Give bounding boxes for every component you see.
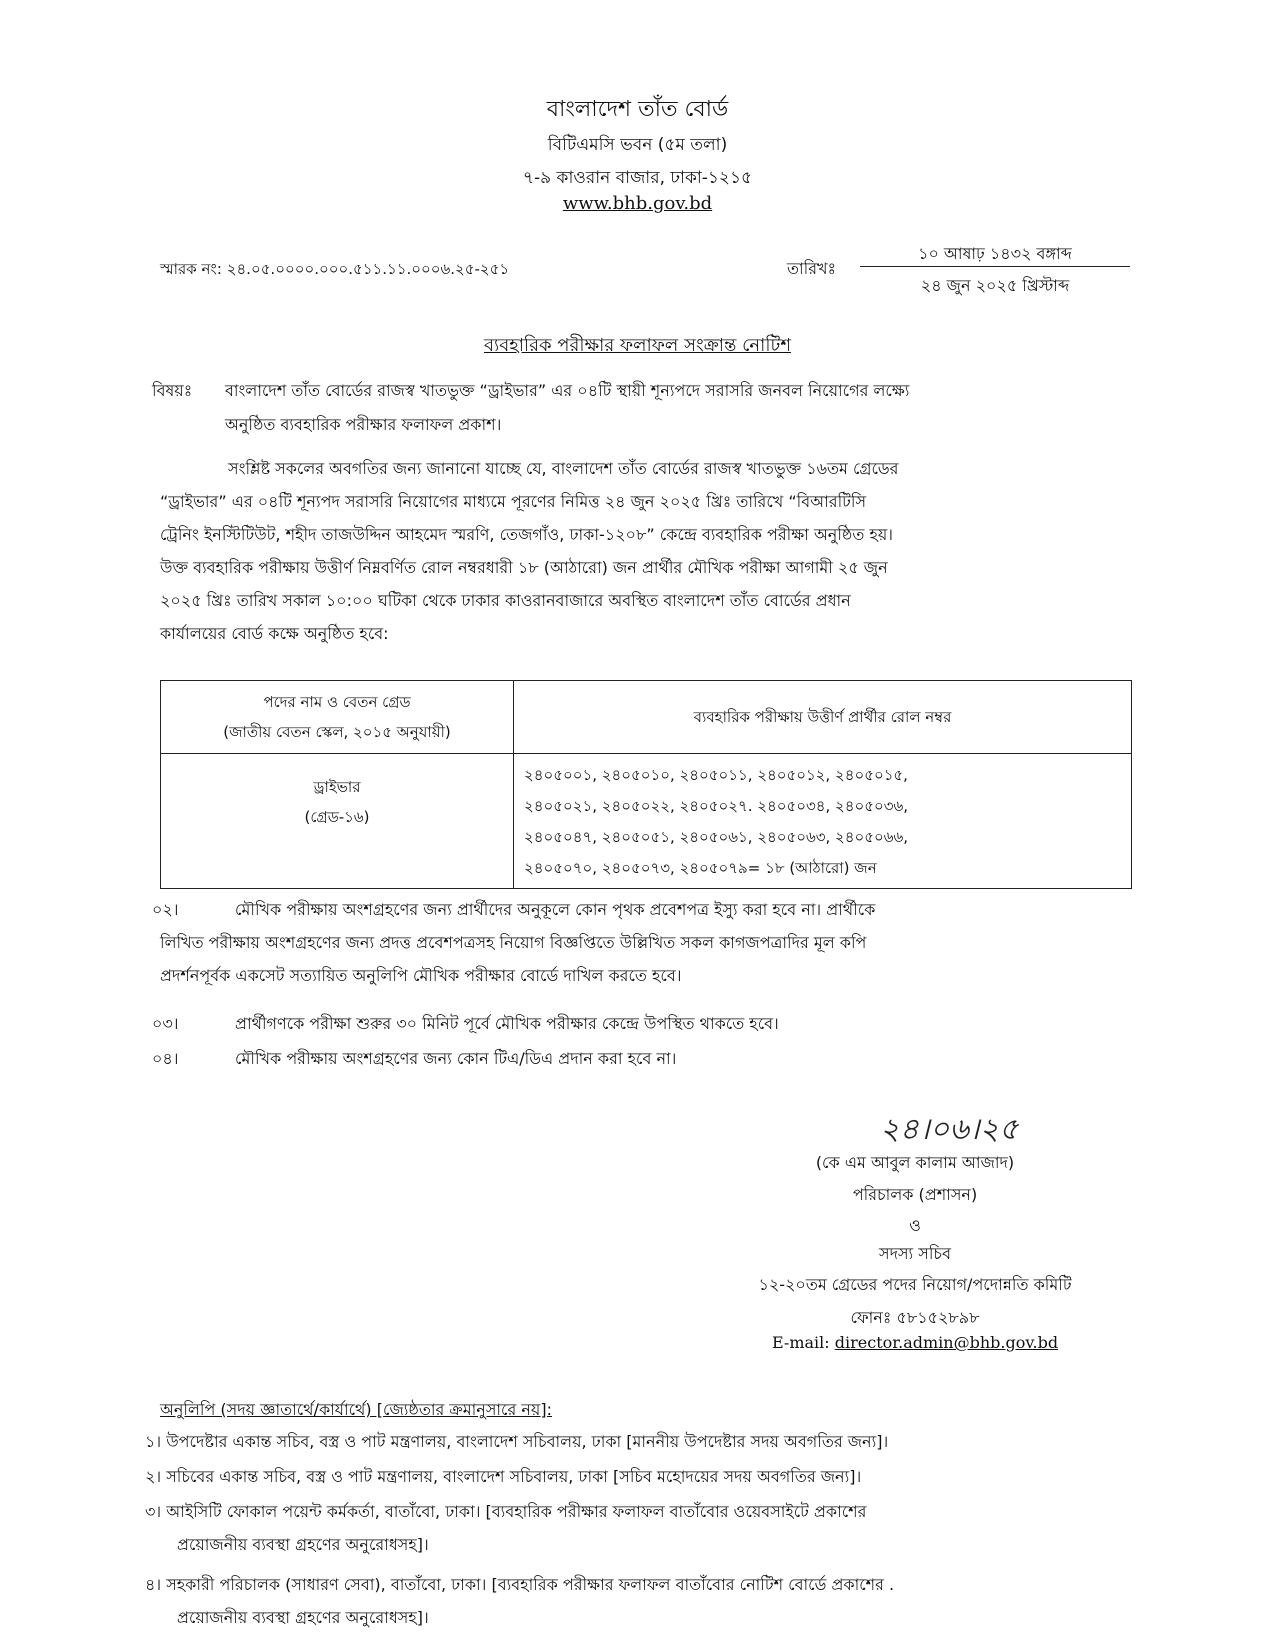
post-header-line-1: পদের নাম ও বেতন গ্রেড (263, 693, 411, 711)
point-line: প্রদর্শনপূর্বক একসেট সত্যায়িত অনুলিপি মৌখিক পরীক্ষার বোর্ডে দাখিল করতে হবে। (160, 966, 682, 985)
subject-label: বিষয়ঃ (152, 381, 193, 400)
body-line: ট্রেনিং ইনস্টিটিউট, শহীদ তাজউদ্দিন আহমেদ স্মরণি, তেজগাঁও, ঢাকা-১২০৮” কেন্দ্রে ব্যবহারিক পরীক্ষা অনুষ্ঠিত হয়। (160, 525, 893, 544)
point-line: লিখিত পরীক্ষায় অংশগ্রহণের জন্য প্রদত্ত প্রবেশপত্রসহ নিয়োগ বিজ্ঞপ্তিতে উল্লিখিত সকল কাগজপত্রাদির মূল কপি (160, 933, 867, 952)
org-address: ৭-৯ কাওরান বাজার, ঢাকা-১২১৫ (522, 168, 753, 188)
point-line: মৌখিক পরীক্ষায় অংশগ্রহণের জন্য কোন টিএ/ডিএ প্রদান করা হবে না। (235, 1049, 677, 1068)
signatory-email (690, 1333, 1140, 1352)
roll-line: ২৪০৫০৭০, ২৪০৫০৭৩, ২৪০৫০৭৯= ১৮ (আঠারো) জন (524, 859, 877, 877)
copy-to-line: প্রয়োজনীয় ব্যবস্থা গ্রহণের অনুরোধসহ]। (177, 1535, 429, 1554)
body-paragraph (160, 452, 1150, 650)
copy-to-line: ৩। আইসিটি ফোকাল পয়েন্ট কর্মকর্তা, বাতাঁবো, ঢাকা। [ব্যবহারিক পরীক্ষার ফলাফল বাতাঁবোর ওয়েবসাইটে প্রকাশের (145, 1502, 867, 1521)
body-line: সংশ্লিষ্ট সকলের অবগতির জন্য জানানো যাচ্ছে যে, বাংলাদেশ তাঁত বোর্ডের রাজস্ব খাতভুক্ত ১৬তম গ্রেডের (228, 459, 899, 478)
point-number: ০৩। (152, 1014, 179, 1033)
signatory-phone: ফোনঃ ৫৮১৫২৮৯৮ (850, 1308, 980, 1327)
email-label: E-mail: (771, 1333, 830, 1352)
body-line: কার্যালয়ের বোর্ড কক্ষে অনুষ্ঠিত হবে: (160, 624, 389, 643)
rolls-header: ব্যবহারিক পরীক্ষায় উত্তীর্ণ প্রার্থীর রোল নম্বর (514, 681, 1132, 754)
copy-to-heading: অনুলিপি (সদয় জ্ঞাতার্থে/কার্যার্থে) [জ্যেষ্ঠতার ক্রমানুসারে নয়]: (160, 1400, 552, 1419)
post-name: ড্রাইভার (313, 778, 361, 796)
signatory-designation: পরিচালক (প্রশাসন) (852, 1185, 978, 1204)
copy-to-item (145, 1495, 1145, 1561)
copy-to-item (145, 1568, 1145, 1634)
point-line: মৌখিক পরীক্ষায় অংশগ্রহণের জন্য প্রার্থীদের অনুকূলে কোন পৃথক প্রবেশপত্র ইস্যু করা হবে না। প্রার্থীকে (235, 900, 876, 919)
subject-line-2: অনুষ্ঠিত ব্যবহারিক পরীক্ষার ফলাফল প্রকাশ। (225, 415, 502, 434)
copy-to-item (145, 1460, 1145, 1493)
email-link[interactable]: director.admin@bhb.gov.bd (834, 1333, 1059, 1352)
date-label: তারিখঃ (787, 259, 837, 278)
date-divider (860, 266, 1130, 267)
org-building: বিটিএমসি ভবন (৫ম তলা) (547, 135, 728, 155)
point-03 (152, 1007, 1150, 1040)
post-header-line-2: (জাতীয় বেতন স্কেল, ২০১৫ অনুযায়ী) (223, 723, 451, 741)
point-04 (152, 1042, 1150, 1075)
date-bangla: ১০ আষাঢ় ১৪৩২ বঙ্গাব্দ (918, 244, 1072, 263)
roll-line: ২৪০৫০৪৭, ২৪০৫০৫১, ২৪০৫০৬১, ২৪০৫০৬৩, ২৪০৫০৬৬, (524, 828, 908, 846)
point-number: ০৪। (152, 1049, 179, 1068)
body-line: “ড্রাইভার” এর ০৪টি শূন্যপদ সরাসরি নিয়োগের মাধ্যমে পূরণের নিমিত্ত ২৪ জুন ২০২৫ খ্রিঃ তারিখে “বিআরটিসি (160, 492, 867, 511)
copy-to-item (145, 1425, 1145, 1458)
post-grade: (গ্রেড-১৬) (304, 808, 370, 826)
table-row (161, 754, 1132, 889)
notice-title: ব্যবহারিক পরীক্ষার ফলাফল সংক্রান্ত নোটিশ (484, 335, 791, 356)
copy-to-line: প্রয়োজনীয় ব্যবস্থা গ্রহণের অনুরোধসহ]। (177, 1608, 429, 1627)
date-english: ২৪ জুন ২০২৫ খ্রিস্টাব্দ (920, 276, 1070, 295)
handwritten-signature: ২৪।০৬।২৫ (880, 1112, 1019, 1147)
body-line: উক্ত ব্যবহারিক পরীক্ষায় উত্তীর্ণ নিম্নবর্ণিত রোল নম্বরধারী ১৮ (আঠারো) জন প্রার্থীর মৌখিক পরীক্ষা আগামী ২৫ জুন (160, 558, 888, 577)
org-website-link[interactable]: www.bhb.gov.bd (562, 193, 713, 214)
signatory-committee: ১২-২০তম গ্রেডের পদের নিয়োগ/পদোন্নতি কমিটি (758, 1275, 1072, 1294)
signatory-and: ও (909, 1216, 921, 1235)
post-header (161, 681, 514, 754)
roll-line: ২৪০৫০২১, ২৪০৫০২২, ২৪০৫০২৭. ২৪০৫০৩৪, ২৪০৫০৩৬, (524, 797, 909, 815)
result-table (160, 680, 1132, 889)
body-line: ২০২৫ খ্রিঃ তারিখ সকাল ১০:০০ ঘটিকা থেকে ঢাকার কাওরানবাজারে অবস্থিত বাংলাদেশ তাঁত বোর্ডের প্রধান (160, 591, 851, 610)
signatory-role: সদস্য সচিব (879, 1244, 951, 1263)
signatory-name: (কে এম আবুল কালাম আজাদ) (815, 1153, 1015, 1172)
table-header-row (161, 681, 1132, 754)
copy-to-line: ১। উপদেষ্টার একান্ত সচিব, বস্ত্র ও পাট মন্ত্রণালয়, বাংলাদেশ সচিবালয়, ঢাকা [মাননীয় উপদেষ্টার সদয় অবগতির জন্য]। (145, 1432, 889, 1451)
memo-number: স্মারক নং: ২৪.০৫.০০০০.০০০.৫১১.১১.০০০৬.২৫-২৫১ (160, 260, 510, 278)
point-number: ০২। (152, 900, 179, 919)
rolls-cell (514, 754, 1132, 889)
roll-line: ২৪০৫০০১, ২৪০৫০১০, ২৪০৫০১১, ২৪০৫০১২, ২৪০৫০১৫, (524, 766, 908, 784)
subject-line-1: বাংলাদেশ তাঁত বোর্ডের রাজস্ব খাতভুক্ত “ড্রাইভার” এর ০৪টি স্থায়ী শূন্যপদে সরাসরি জনবল নিয়োগের লক্ষ্যে (225, 381, 910, 400)
copy-to-line: ২। সচিবের একান্ত সচিব, বস্ত্র ও পাট মন্ত্রণালয়, বাংলাদেশ সচিবালয়, ঢাকা [সচিব মহোদয়ের সদয় অবগতির জন্য]। (145, 1467, 862, 1486)
point-line: প্রার্থীগণকে পরীক্ষা শুরুর ৩০ মিনিট পূর্বে মৌখিক পরীক্ষার কেন্দ্রে উপস্থিত থাকতে হবে। (235, 1014, 779, 1033)
post-cell (161, 754, 514, 889)
org-name: বাংলাদেশ তাঁত বোর্ড (546, 97, 729, 122)
copy-to-line: ৪। সহকারী পরিচালক (সাধারণ সেবা), বাতাঁবো, ঢাকা। [ব্যবহারিক পরীক্ষার ফলাফল বাতাঁবোর নোটিশ বোর্ডে প্রকাশের . (145, 1575, 895, 1594)
point-02 (152, 893, 1150, 992)
